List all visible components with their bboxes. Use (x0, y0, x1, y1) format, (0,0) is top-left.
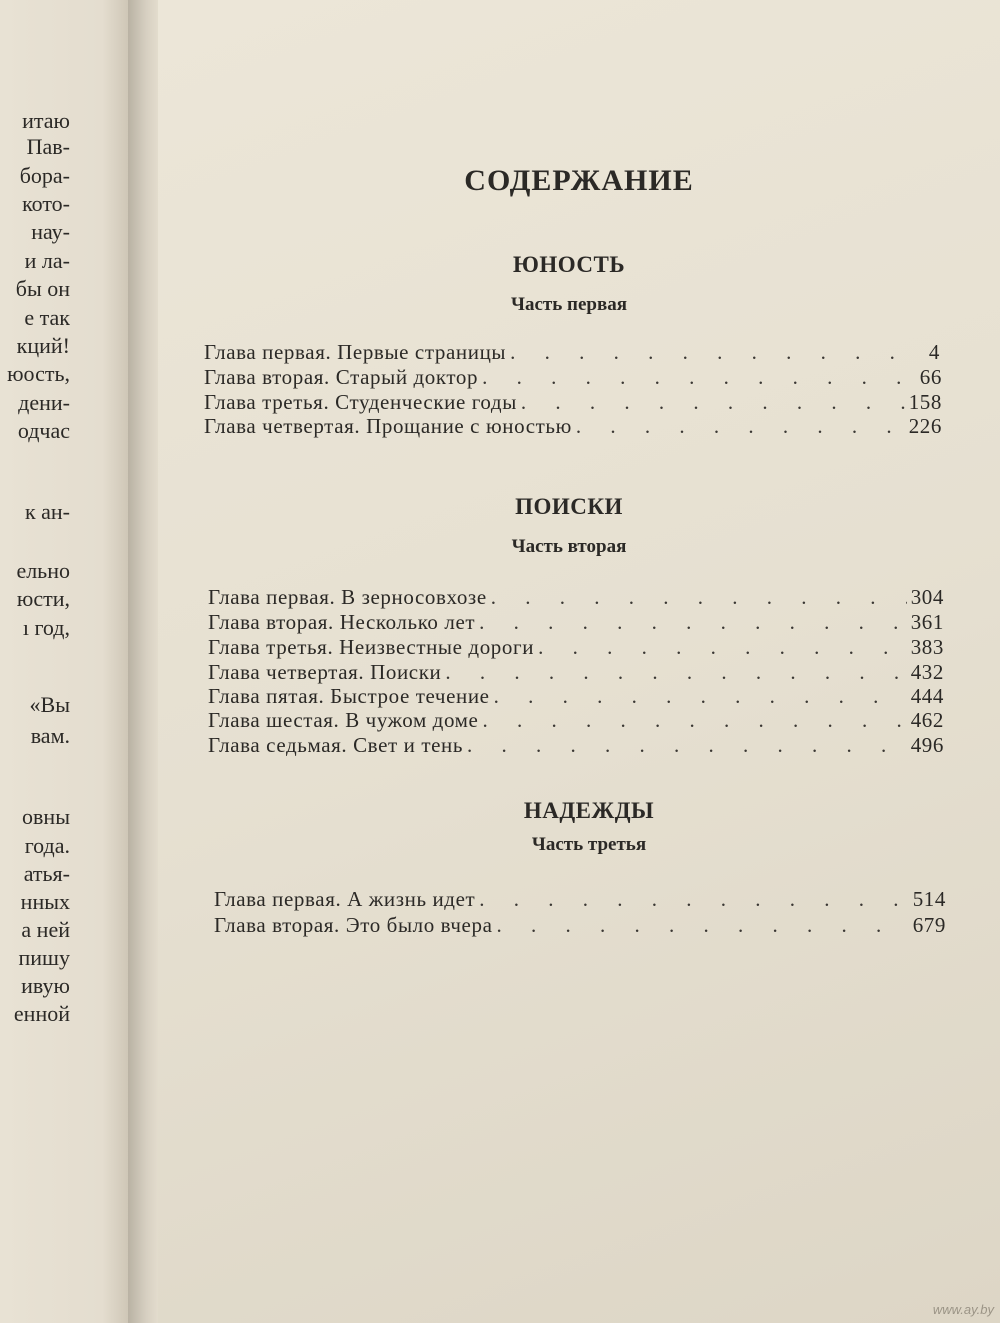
leader-dots (479, 610, 907, 635)
leader-dots (494, 684, 907, 709)
left-page-text-fragment: ельно (16, 558, 70, 583)
leader-dots (576, 414, 905, 439)
toc-entry-page: 304 (910, 585, 944, 609)
left-page-text-fragment: дени- (18, 390, 70, 415)
left-page-text-fragment: атья- (23, 861, 70, 886)
leader-dots (497, 913, 909, 938)
part-title-3: НАДЕЖДЫ (523, 798, 655, 823)
toc-entry-label: Глава шестая. В чужом доме (208, 708, 479, 732)
toc-entry-page: 383 (910, 635, 944, 659)
left-page-text-fragment: Пав- (26, 134, 70, 159)
toc-entry-label: Глава вторая. Несколько лет (208, 610, 476, 634)
right-page (158, 0, 1000, 1323)
leader-dots (467, 733, 907, 758)
leader-dots (482, 708, 906, 733)
left-page-text-fragment: а ней (21, 917, 70, 942)
leader-dots (491, 585, 907, 610)
toc-entry-label: Глава первая. А жизнь идет (214, 887, 476, 911)
left-page-text-fragment: бора- (19, 163, 70, 188)
toc-entry-page: 4 (928, 340, 940, 364)
toc-entry (208, 585, 944, 611)
toc-entry (208, 610, 944, 636)
toc-entry-page: 679 (912, 913, 946, 937)
left-page-text-fragment: овны (22, 804, 70, 829)
toc-entry (214, 887, 946, 913)
part-subtitle-3: Часть третья (531, 834, 647, 855)
part-title-1: ЮНОСТЬ (512, 252, 626, 277)
left-page-text-fragment: юсти, (16, 586, 70, 611)
toc-entry-label: Глава первая. Первые страницы (204, 340, 507, 364)
toc-entry-page: 158 (908, 390, 942, 414)
toc-entry-label: Глава вторая. Старый доктор (204, 365, 479, 389)
toc-entry-page: 514 (912, 887, 946, 911)
left-page-text-fragment: к ан- (24, 499, 70, 524)
part-subtitle-1: Часть первая (511, 294, 627, 315)
leader-dots (482, 365, 916, 390)
left-page-text-fragment: ивую (21, 973, 70, 998)
leader-dots (538, 635, 907, 660)
toc-entry (208, 660, 944, 686)
left-page-text-fragment: енной (13, 1001, 70, 1026)
left-page-text-fragment: кото- (22, 191, 70, 216)
toc-entry-page: 444 (910, 684, 944, 708)
left-page-text-fragment: юость, (7, 361, 70, 386)
left-page-text-fragment: бы он (15, 276, 70, 301)
left-page-text-fragment: итаю (22, 108, 70, 133)
left-page-text-fragment: е так (24, 305, 70, 330)
toc-entry (208, 635, 944, 661)
toc-entry-label: Глава седьмая. Свет и тень (208, 733, 464, 757)
left-page-text-fragment: нных (20, 889, 70, 914)
left-page-text-fragment: одчас (17, 418, 70, 443)
left-page (0, 0, 128, 1323)
part-subtitle-2: Часть вторая (511, 536, 627, 557)
toc-entry (204, 365, 942, 391)
toc-entry-label: Глава четвертая. Прощание с юностью (204, 414, 572, 438)
watermark: www.ay.by (932, 1302, 994, 1317)
left-page-text-fragment: кций! (16, 333, 70, 358)
left-page-text-fragment: вам. (30, 723, 70, 748)
toc-entry-label: Глава четвертая. Поиски (208, 660, 442, 684)
leader-dots (445, 660, 906, 685)
part-title-2: ПОИСКИ (515, 494, 623, 519)
toc-entry-page: 66 (919, 365, 942, 389)
leader-dots (510, 340, 925, 365)
toc-entry (204, 414, 942, 440)
left-page-text-fragment: и ла- (24, 248, 70, 273)
left-page-text-fragment: нау- (31, 219, 70, 244)
toc-entry (208, 684, 944, 710)
toc-entry (204, 340, 940, 366)
toc-entry-label: Глава третья. Неизвестные дороги (208, 635, 535, 659)
toc-entry-page: 361 (910, 610, 944, 634)
left-page-text-fragment: ı год, (22, 615, 70, 640)
toc-entry-page: 432 (910, 660, 944, 684)
left-page-text-fragment: пишу (18, 945, 70, 970)
leader-dots (479, 887, 908, 912)
toc-entry-label: Глава третья. Студенческие годы (204, 390, 517, 414)
book-gutter (128, 0, 158, 1323)
toc-entry (214, 913, 946, 939)
toc-entry (208, 708, 944, 734)
toc-entry (204, 390, 942, 416)
toc-entry-label: Глава вторая. Это было вчера (214, 913, 493, 937)
leader-dots (521, 390, 905, 415)
toc-entry-page: 496 (910, 733, 944, 757)
toc-entry-label: Глава первая. В зерносовхозе (208, 585, 487, 609)
toc-title: СОДЕРЖАНИЕ (464, 164, 694, 197)
left-page-text-fragment: года. (24, 833, 70, 858)
left-page-text-fragment: «Вы (29, 692, 70, 717)
toc-entry-page: 462 (910, 708, 944, 732)
toc-entry-label: Глава пятая. Быстрое течение (208, 684, 490, 708)
toc-entry-page: 226 (908, 414, 942, 438)
toc-entry (208, 733, 944, 759)
